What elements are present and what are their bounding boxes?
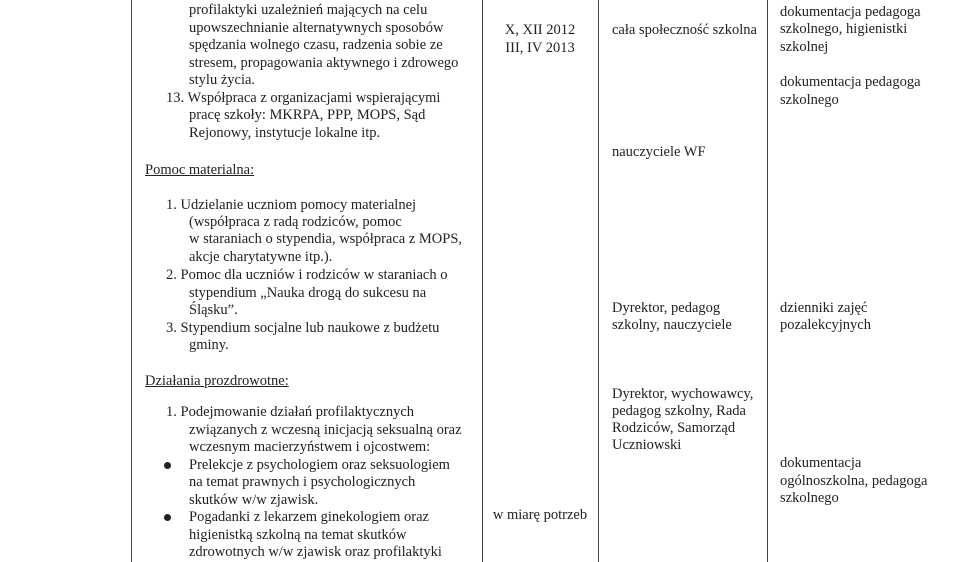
dzialania-line: Prelekcje z psychologiem oraz seksuologiem	[189, 457, 450, 473]
documentation-line: szkolnego	[780, 490, 839, 506]
pomoc-line: stypendium „Nauka drogą do sukcesu na	[189, 285, 427, 301]
item-13-line: pracę szkoły: MKRPA, PPP, MOPS, Sąd	[189, 107, 426, 123]
bullet-icon	[164, 462, 171, 469]
w-miare-potrzeb: w miarę potrzeb	[492, 507, 588, 523]
responsible-pomoc-line: szkolny, nauczyciele	[612, 317, 732, 333]
documentation-line: ogólnoszkolna, pedagoga	[780, 473, 928, 489]
dzialania-prozdrowotne-heading: Działania prozdrowotne:	[145, 373, 289, 389]
item-13-line: Rejonowy, instytucje lokalne itp.	[189, 125, 381, 141]
documentation-line: szkolnego, higienistki	[780, 21, 908, 37]
pomoc-line: 1. Udzielanie uczniom pomocy materialnej	[166, 197, 417, 213]
dzialania-line: Pogadanki z lekarzem ginekologiem oraz	[189, 509, 429, 525]
responsible-dzialania-line: Uczniowski	[612, 437, 682, 453]
pomoc-line: 3. Stypendium socjalne lub naukowe z budżetu	[166, 320, 440, 336]
dzialania-line: higienistką szkolną na temat skutków	[189, 527, 407, 543]
documentation-line: dokumentacja pedagoga	[780, 74, 921, 90]
table-line-3	[598, 0, 599, 562]
pomoc-line: gminy.	[189, 337, 229, 353]
dzialania-line: skutków w/w zjawisk.	[189, 492, 319, 508]
documentation-line: dzienniki zajęć	[780, 300, 868, 316]
pomoc-materialna-heading: Pomoc materialna:	[145, 162, 255, 178]
table-line-2	[482, 0, 483, 562]
intro-line: upowszechnianie alternatywnych sposobów	[189, 20, 444, 36]
intro-line: stylu życia.	[189, 72, 256, 88]
responsible-cala-spolecznosc: cała społeczność szkolna	[612, 22, 757, 38]
table-line-4	[767, 0, 768, 562]
table-line-1	[131, 0, 132, 562]
documentation-line: szkolnej	[780, 39, 829, 55]
dzialania-line: związanych z wczesną inicjacją seksualną oraz	[189, 422, 462, 438]
intro-line: spędzania wolnego czasu, radzenia sobie ze	[189, 37, 443, 53]
item-13-line: 13. Współpraca z organizacjami wspierającymi	[166, 90, 441, 106]
dzialania-line: zdrowotnych w/w zjawisk oraz profilaktyki	[189, 544, 442, 560]
documentation-line: dokumentacja pedagoga	[780, 4, 921, 20]
pomoc-line: Śląsku”.	[189, 302, 238, 318]
responsible-pomoc-line: Dyrektor, pedagog	[612, 300, 721, 316]
term-line: X, XII 2012	[504, 22, 576, 38]
responsible-dzialania-line: Rodziców, Samorząd	[612, 420, 736, 436]
pomoc-line: (współpraca z radą rodziców, pomoc	[189, 214, 402, 230]
responsible-dzialania-line: Dyrektor, wychowawcy,	[612, 386, 754, 402]
dzialania-line: 1. Podejmowanie działań profilaktycznych	[166, 404, 415, 420]
pomoc-line: 2. Pomoc dla uczniów i rodziców w staraniach o	[166, 267, 448, 283]
dzialania-line: wczesnym macierzyństwem i ojcostwem:	[189, 439, 431, 455]
documentation-line: szkolnego	[780, 92, 839, 108]
pomoc-line: akcje charytatywne itp.).	[189, 249, 333, 265]
responsible-dzialania-line: pedagog szkolny, Rada	[612, 403, 746, 419]
pomoc-line: w staraniach o stypendia, współpraca z MOPS,	[189, 231, 463, 247]
dzialania-line: na temat prawnych i psychologicznych	[189, 474, 416, 490]
documentation-line: dokumentacja	[780, 455, 862, 471]
intro-line: stresem, propagowania aktywnego i zdrowego	[189, 55, 459, 71]
responsible-nauczyciele-wf: nauczyciele WF	[612, 144, 706, 160]
term-line: III, IV 2013	[505, 40, 575, 56]
bullet-icon	[164, 514, 171, 521]
intro-line: profilaktyki uzależnień mających na celu	[189, 2, 428, 18]
documentation-line: pozalekcyjnych	[780, 317, 871, 333]
